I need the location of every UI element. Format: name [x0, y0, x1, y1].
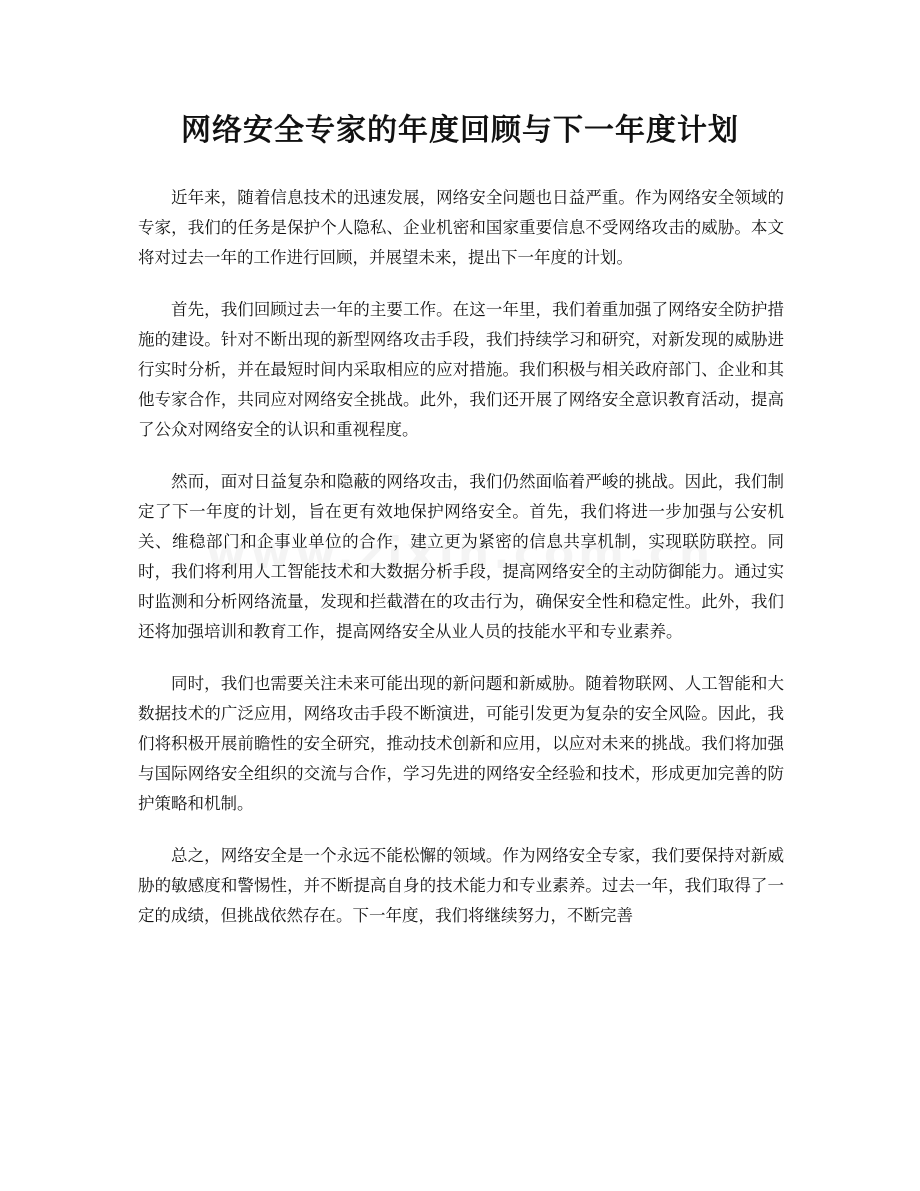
paragraph-conclusion: 总之，网络安全是一个永远不能松懈的领域。作为网络安全专家，我们要保持对新威胁的敏感度和警惕性，并不断提高自身的技术能力和专业素养。过去一年，我们取得了一定的成绩，但挑战依然存在。下一年度，我们将继续努力，不断完善 [138, 846, 784, 925]
paragraph-intro: 近年来，随着信息技术的迅速发展，网络安全问题也日益严重。作为网络安全领域的专家，我们的任务是保护个人隐私、企业机密和国家重要信息不受网络攻击的威胁。本文将对过去一年的工作进行回顾，并展望未来，提出下一年度的计划。 [138, 188, 784, 267]
paragraph-plan: 然而，面对日益复杂和隐蔽的网络攻击，我们仍然面临着严峻的挑战。因此，我们制定了下一年度的计划，旨在更有效地保护网络安全。首先，我们将进一步加强与公安机关、维稳部门和企事业单位的合作，建立更为紧密的信息共享机制，实现联防联控。同时，我们将利用人工智能技术和大数据分析手段，提高网络安全的主动防御能力。通过实时监测和分析网络流量，发现和拦截潜在的攻击行为，确保安全性和稳定性。此外，我们还将加强培训和教育工作，提高网络安全从业人员的技能水平和专业素养。 [138, 472, 784, 641]
paragraph-review: 首先，我们回顾过去一年的主要工作。在这一年里，我们着重加强了网络安全防护措施的建设。针对不断出现的新型网络攻击手段，我们持续学习和研究，对新发现的威胁进行实时分析，并在最短时间内采取相应的应对措施。我们积极与相关政府部门、企业和其他专家合作，共同应对网络安全挑战。此外，我们还开展了网络安全意识教育活动，提高了公众对网络安全的认识和重视程度。 [138, 300, 784, 439]
paragraph-future: 同时，我们也需要关注未来可能出现的新问题和新威胁。随着物联网、人工智能和大数据技术的广泛应用，网络攻击手段不断演进，可能引发更为复杂的安全风险。因此，我们将积极开展前瞻性的安全研究，推动技术创新和应用，以应对未来的挑战。我们将加强与国际网络安全组织的交流与合作，学习先进的网络安全经验和技术，形成更加完善的防护策略和机制。 [138, 674, 784, 813]
document-body [138, 183, 784, 953]
document-title: 网络安全专家的年度回顾与下一年度计划 [181, 113, 739, 148]
